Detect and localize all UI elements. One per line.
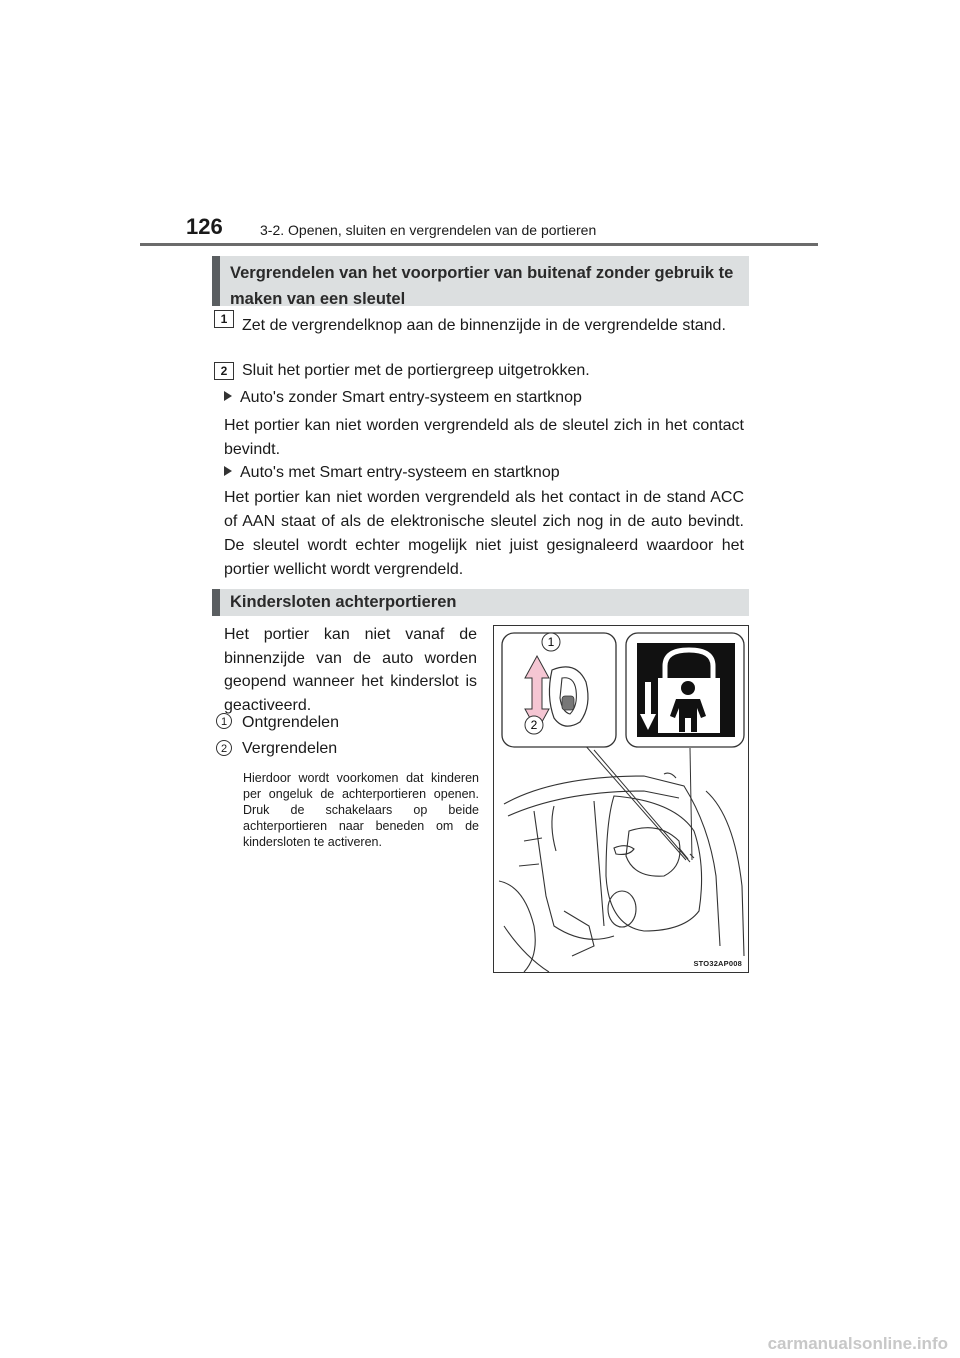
item-number-2: 2: [216, 740, 232, 756]
child-lock-note: Hierdoor wordt voorkomen dat kinderen per ongeluk de achterportieren openen. Druk de schakelaars op beide achterportieren naar beneden om de kindersloten te activeren.: [243, 771, 479, 849]
header-rule: [140, 243, 818, 246]
figure-callout-1: 1: [547, 635, 555, 649]
step-number-2: 2: [214, 362, 234, 380]
section-title: 3-2. Openen, sluiten en vergrendelen van de portieren: [260, 222, 597, 238]
figure-code: STO32AP008: [693, 959, 742, 968]
triangle-bullet-icon: [224, 466, 232, 476]
step-1-text: Zet de vergrendelknop aan de binnenzijde in de vergrendelde stand.: [242, 317, 726, 334]
bullet-text-no-smart-entry: Het portier kan niet worden vergrendeld als de sleutel zich in het contact bevindt.: [224, 417, 744, 458]
item-number-1: 1: [216, 713, 232, 729]
section-heading-child-locks: Kindersloten achterportieren: [212, 589, 749, 616]
bullet-text-smart-entry: Het portier kan niet worden vergrendeld als het contact in de stand ACC of AAN staat of als de elektronische sleutel zich nog in de auto bevindt. De sleutel wordt echter mogelijk niet juist gesignaleerd waardoor het portier wellicht wordt vergrendeld.: [224, 489, 744, 578]
door-illustration-svg: [494, 626, 749, 973]
item-label-lock: Vergrendelen: [242, 740, 338, 757]
figure-callout-2: 2: [530, 718, 538, 732]
child-lock-icon: [637, 643, 735, 737]
watermark: carmanualsonline.info: [767, 1334, 948, 1353]
step-2-text: Sluit het portier met de portiergreep uitgetrokken.: [242, 362, 590, 379]
triangle-bullet-icon: [224, 391, 232, 401]
section-heading-lock-front-door: Vergrendelen van het voorportier van buitenaf zonder gebruik te maken van een sleutel: [212, 256, 749, 306]
child-lock-intro: Het portier kan niet vanaf de binnenzijde van de auto worden geopend wanneer het kinderslot is geactiveerd.: [224, 626, 477, 714]
step-number-1: 1: [214, 310, 234, 328]
child-lock-illustration: [493, 625, 749, 973]
item-label-unlock: Ontgrendelen: [242, 714, 339, 731]
page-number: 126: [186, 214, 223, 239]
bullet-heading-smart-entry: Auto's met Smart entry-systeem en startknop: [224, 461, 744, 485]
bullet-heading-no-smart-entry: Auto's zonder Smart entry-systeem en startknop: [224, 386, 744, 410]
